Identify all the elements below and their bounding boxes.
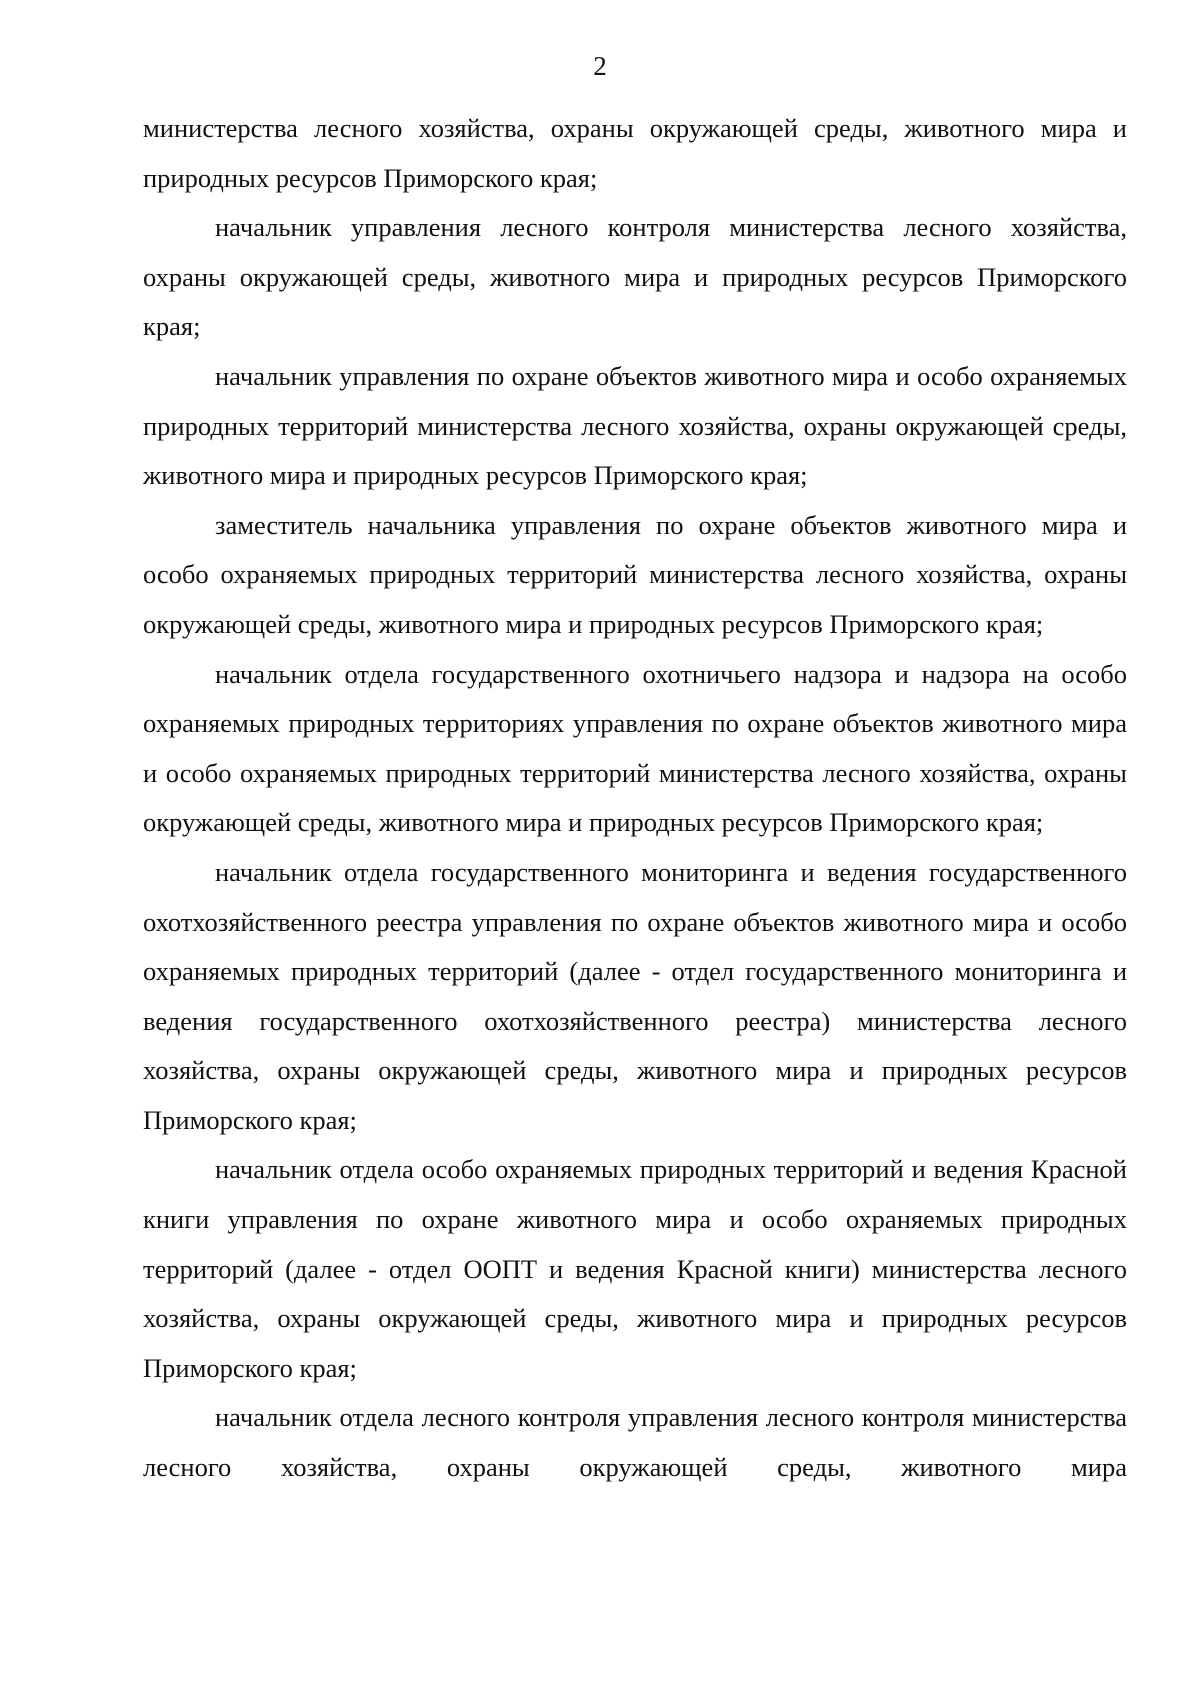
paragraph-protected-areas-red-book-head: начальник отдела особо охраняемых природных территорий и ведения Красной книги управления по охране животного мира и особо охраняемых природных территорий (далее - отдел ООПТ и ведения Красной книги) министерства лесного хозяйства, охраны окружающей среды, животного мира и природных ресурсов Приморского края; — [143, 1154, 1127, 1383]
document-body — [143, 104, 1127, 1492]
paragraph-wildlife-protection-head: начальник управления по охране объектов животного мира и особо охраняемых природных территорий министерства лесного хозяйства, охраны окружающей среды, животного мира и природных ресурсов Приморского края; — [143, 360, 1127, 491]
paragraph-wildlife-protection-deputy: заместитель начальника управления по охране объектов животного мира и особо охраняемых природных территорий министерства лесного хозяйства, охраны окружающей среды, животного мира и природных ресурсов Приморского края; — [143, 509, 1127, 639]
paragraph-continuation: министерства лесного хозяйства, охраны окружающей среды, животного мира и природных ресурсов Приморского края; — [143, 113, 1127, 193]
page-number: 2 — [593, 51, 607, 81]
paragraph-hunting-supervision-head: начальник отдела государственного охотничьего надзора и надзора на особо охраняемых природных территориях управления по охране объектов животного мира и особо охраняемых природных территорий министерства лесного хозяйства, охраны окружающей среды, животного мира и природных ресурсов Приморского края; — [143, 658, 1127, 838]
paragraph-forest-control-department-head: начальник отдела лесного контроля управления лесного контроля министерства лесного хозяйства, охраны окружающей среды, животного мира — [143, 1402, 1127, 1483]
paragraph-forest-control-head: начальник управления лесного контроля министерства лесного хозяйства, охраны окружающей среды, животного мира и природных ресурсов Приморского края; — [143, 212, 1127, 342]
paragraph-monitoring-registry-head: начальник отдела государственного мониторинга и ведения государственного охотхозяйственного реестра управления по охране объектов животного мира и особо охраняемых природных территорий (далее - отдел государственного мониторинга и ведения государственного охотхозяйственного реестра) министерства лесного хозяйства, охраны окружающей среды, животного мира и природных ресурсов Приморского края; — [143, 856, 1127, 1135]
